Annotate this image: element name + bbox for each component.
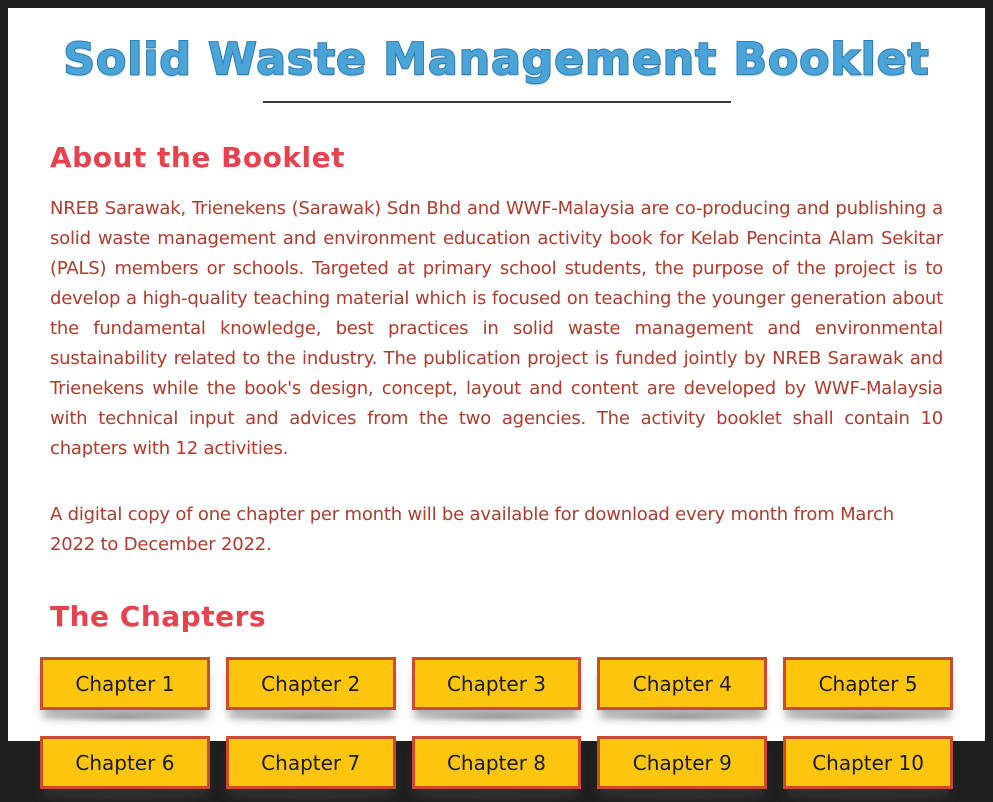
- chapter-10-button[interactable]: Chapter 10: [783, 736, 953, 789]
- chapter-8-button[interactable]: Chapter 8: [412, 736, 582, 789]
- chapter-4-button[interactable]: Chapter 4: [597, 657, 767, 710]
- about-heading: About the Booklet: [50, 141, 345, 174]
- title-underline: [263, 101, 731, 103]
- main-content: [40, 141, 953, 789]
- chapters-heading: The Chapters: [50, 600, 267, 633]
- chapter-row-1: [40, 657, 953, 710]
- availability-paragraph: A digital copy of one chapter per month will be available for download every month from March 2022 to December 2022.: [50, 504, 894, 555]
- chapter-1-button[interactable]: Chapter 1: [40, 657, 210, 710]
- chapter-3-button[interactable]: Chapter 3: [412, 657, 582, 710]
- chapter-row-2: [40, 736, 953, 789]
- chapter-5-button[interactable]: Chapter 5: [783, 657, 953, 710]
- chapter-9-button[interactable]: Chapter 9: [597, 736, 767, 789]
- about-paragraph: NREB Sarawak, Trienekens (Sarawak) Sdn Bhd and WWF-Malaysia are co-producing and publishing a solid waste management and environment education activity book for Kelab Pencinta Alam Sekitar (PALS) members or schools. Targeted at primary school students, the purpose of the project is to develop a high-quality teaching material which is focused on teaching the younger generation about the fundamental knowledge, best practices in solid waste management and environmental sustainability related to the industry. The publication project is funded jointly by NREB Sarawak and Trienekens while the book's design, concept, layout and content are developed by WWF-Malaysia with technical input and advices from the two agencies. The activity booklet shall contain 10 chapters with 12 activities.: [50, 198, 943, 459]
- page-frame: [8, 8, 985, 775]
- chapter-2-button[interactable]: Chapter 2: [226, 657, 396, 710]
- page-title: Solid Waste Management Booklet: [63, 34, 930, 85]
- chapter-7-button[interactable]: Chapter 7: [226, 736, 396, 789]
- page-header: [40, 34, 953, 103]
- chapter-6-button[interactable]: Chapter 6: [40, 736, 210, 789]
